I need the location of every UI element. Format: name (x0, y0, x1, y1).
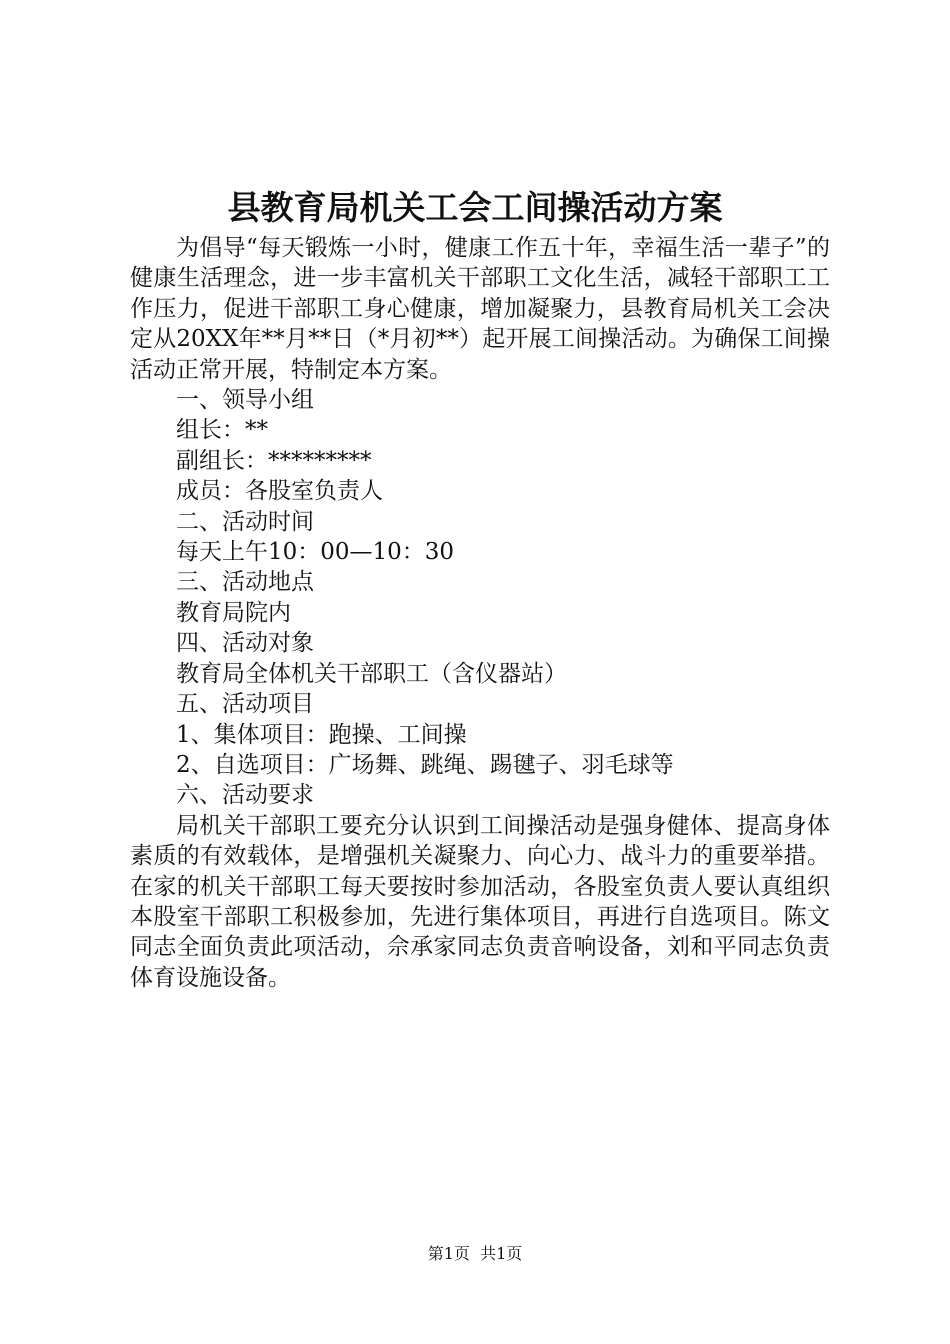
participants-line: 教育局全体机关干部职工（含仪器站） (176, 660, 567, 687)
time-line: 每天上午10：00—10：30 (176, 539, 455, 566)
optional-activity-line: 2、自选项目：广场舞、跳绳、踢毽子、羽毛球等 (176, 751, 674, 778)
document-body (130, 233, 830, 993)
section-heading-location: 三、活动地点 (176, 569, 314, 596)
leader-line: 组长：** (176, 417, 268, 444)
group-activity-line: 1、集体项目：跑操、工间操 (176, 721, 467, 748)
document-title: 县教育局机关工会工间操活动方案 (227, 188, 723, 227)
section-heading-participants: 四、活动对象 (176, 630, 314, 657)
members-line: 成员：各股室负责人 (176, 478, 383, 505)
section-heading-leadership: 一、领导小组 (176, 387, 314, 414)
section-heading-requirements: 六、活动要求 (176, 782, 314, 809)
intro-paragraph: 为倡导“每天锻炼一小时，健康工作五十年，幸福生活一辈子”的健康生活理念，进一步丰富机关干部职工文化生活，减轻干部职工工作压力，促进干部职工身心健康，增加凝聚力，县教育局机关工会决定从20XX年**月**日（*月初**）起开展工间操活动。为确保工间操活动正常开展，特制定本方案。 (130, 235, 830, 383)
section-heading-time: 二、活动时间 (176, 508, 314, 535)
deputy-leader-line: 副组长：********* (176, 447, 372, 474)
requirements-paragraph: 局机关干部职工要充分认识到工间操活动是强身健体、提高身体素质的有效载体，是增强机关凝聚力、向心力、战斗力的重要举措。在家的机关干部职工每天要按时参加活动，各股室负责人要认真组织本股室干部职工积极参加，先进行集体项目，再进行自选项目。陈文同志全面负责此项活动，佘承家同志负责音响设备，刘和平同志负责体育设施设备。 (130, 812, 830, 991)
page-footer: 第1页 共1页 (427, 1244, 523, 1263)
section-heading-activities: 五、活动项目 (176, 691, 314, 718)
location-line: 教育局院内 (176, 599, 291, 626)
